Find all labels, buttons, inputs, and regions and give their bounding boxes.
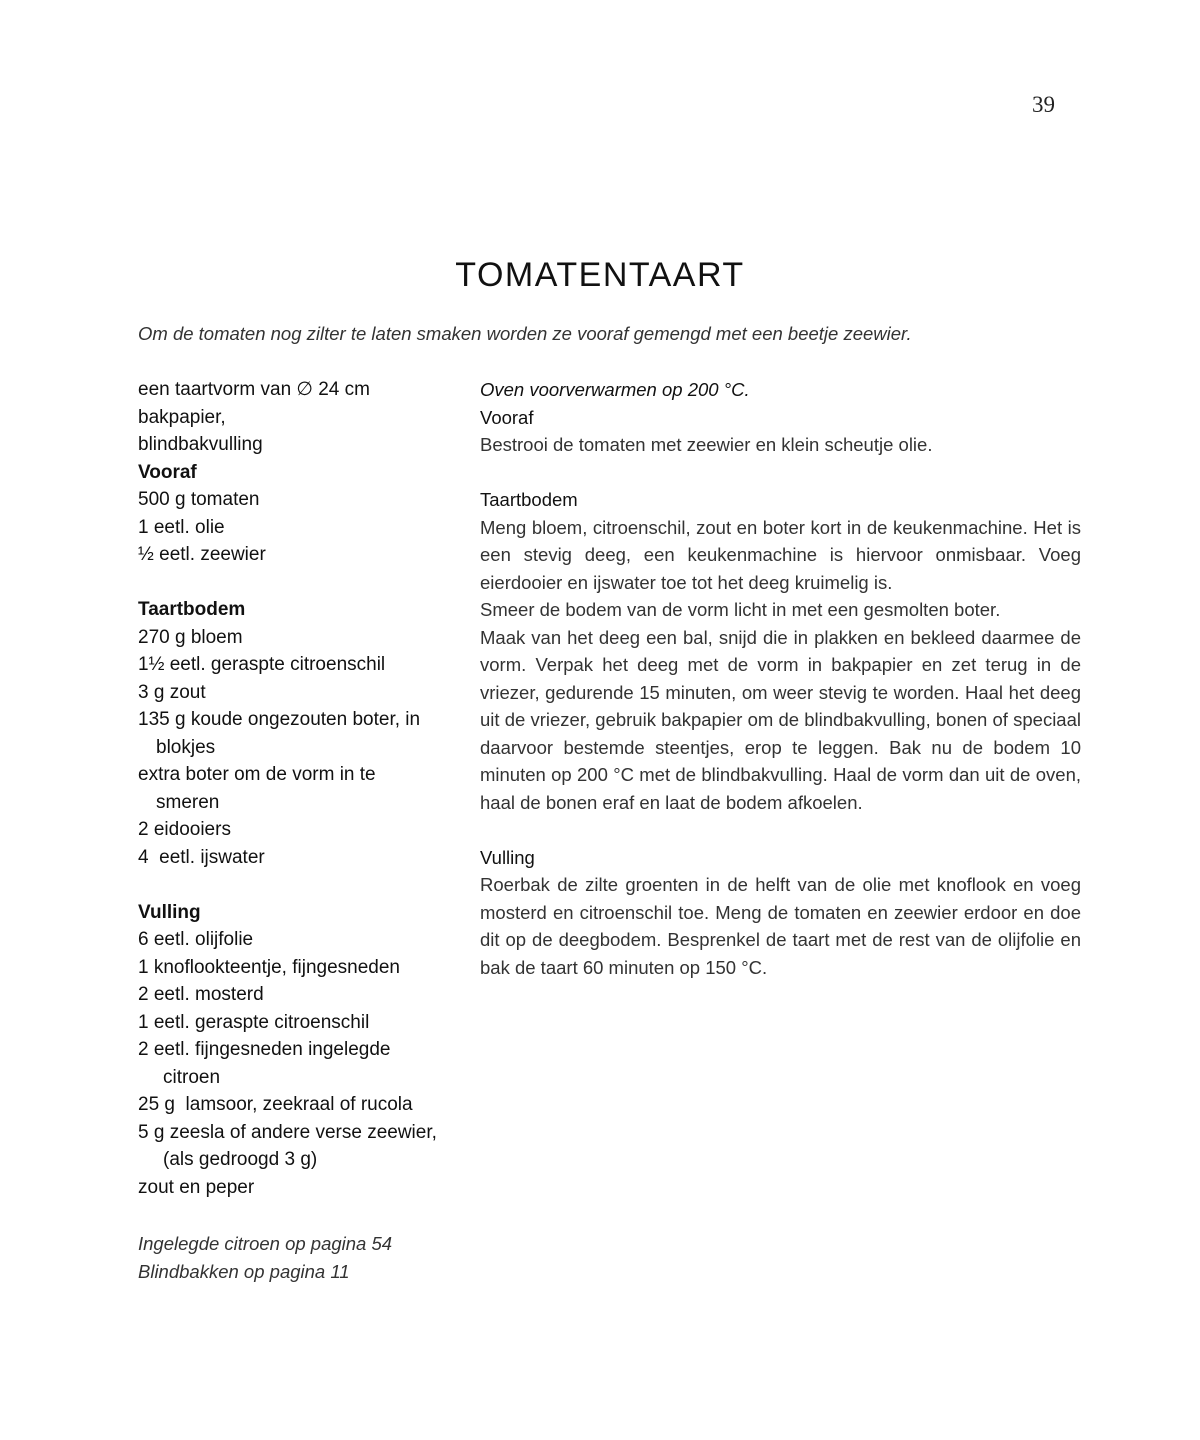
method-paragraph: Smeer de bodem van de vorm licht in met een gesmolten boter. bbox=[480, 599, 1001, 620]
ingredient-item: extra boter om de vorm in te bbox=[138, 764, 376, 785]
method-paragraph: Maak van het deeg een bal, snijd die in plakken en bekleed daarmee de vorm. Verpak het deeg met de vorm in bakpapier en zet terug in de vriezer, gedurende 15 minuten, om weer stevig te worden. Haal het deeg uit de vriezer, gebruik bakpapier om de blindbakvulling, bonen of speciaal daarvoor bestemde steentjes, erop te leggen. Bak nu de bodem 10 minuten op 200 °C met de blindbakvulling. Haal de vorm dan uit de oven, haal de bonen eraf en laat de bodem afkoelen. bbox=[480, 626, 1081, 813]
method-paragraph: Roerbak de zilte groenten in de helft van de olie met knoflook en voeg mosterd en citroenschil toe. Meng de tomaten en zeewier erdoor en doe dit op de deegbodem. Besprenkel de taart met de rest van de olijfolie en bak de taart 60 minuten op 150 °C. bbox=[480, 874, 1081, 978]
oven-instruction: Oven voorverwarmen op 200 °C. bbox=[480, 379, 750, 400]
ingredients-heading-taartbodem: Taartbodem bbox=[138, 599, 246, 620]
method-column bbox=[480, 376, 1081, 981]
ingredient-item: 2 eetl. fijngesneden ingelegde bbox=[138, 1039, 391, 1060]
method-paragraph: Meng bloem, citroenschil, zout en boter kort in de keukenmachine. Het is een stevig deeg, een keukenmachine is hiervoor onmisbaar. Voeg eierdooier en ijswater toe tot het deeg kruimelig is. bbox=[480, 516, 1081, 593]
spacer bbox=[138, 569, 468, 597]
ingredient-item: ½ eetl. zeewier bbox=[138, 544, 266, 565]
ingredient-item-continuation: blokjes bbox=[156, 736, 216, 758]
reference-line: Blindbakken op pagina 11 bbox=[138, 1261, 350, 1282]
ingredient-item: 25 g lamsoor, zeekraal of rucola bbox=[138, 1094, 413, 1115]
recipe-title: TOMATENTAART bbox=[455, 256, 745, 294]
spacer bbox=[138, 871, 468, 899]
ingredient-item: 500 g tomaten bbox=[138, 489, 260, 510]
ingredients-list bbox=[138, 376, 468, 1201]
ingredient-item: 3 g zout bbox=[138, 681, 206, 703]
ingredient-item: 1 knoflookteentje, fijngesneden bbox=[138, 956, 400, 978]
ingredient-item: 2 eetl. mosterd bbox=[138, 984, 264, 1005]
page-references bbox=[138, 1230, 468, 1286]
recipe-intro: Om de tomaten nog zilter te laten smaken worden ze vooraf gemengd met een beetje zeewier. bbox=[138, 323, 912, 344]
spacer bbox=[480, 459, 1081, 487]
ingredient-item-continuation: citroen bbox=[163, 1066, 221, 1088]
ingredient-item: 4 eetl. ijswater bbox=[138, 846, 265, 868]
method-paragraph: Bestrooi de tomaten met zeewier en klein scheutje olie. bbox=[480, 434, 933, 455]
method-heading-vooraf: Vooraf bbox=[480, 406, 534, 428]
reference-line: Ingelegde citroen op pagina 54 bbox=[138, 1233, 393, 1254]
ingredient-item: 2 eidooiers bbox=[138, 819, 231, 840]
ingredient-item: zout en peper bbox=[138, 1176, 255, 1198]
spacer bbox=[480, 816, 1081, 844]
ingredient-item: 135 g koude ongezouten boter, in bbox=[138, 709, 421, 730]
ingredient-item: 1½ eetl. geraspte citroenschil bbox=[138, 654, 386, 675]
method-heading-vulling: Vulling bbox=[480, 846, 535, 868]
page-number: 39 bbox=[1032, 92, 1055, 117]
ingredients-heading-vulling: Vulling bbox=[138, 901, 201, 923]
ingredient-item: 1 eetl. geraspte citroenschil bbox=[138, 1011, 370, 1033]
ingredient-item: blindbakvulling bbox=[138, 434, 263, 455]
ingredient-item-continuation: smeren bbox=[156, 791, 220, 813]
ingredient-item: een taartvorm van ∅ 24 cm bbox=[138, 379, 370, 400]
ingredient-item-continuation: (als gedroogd 3 g) bbox=[163, 1149, 318, 1170]
ingredient-item: 270 g bloem bbox=[138, 626, 243, 648]
ingredient-item: 1 eetl. olie bbox=[138, 516, 225, 538]
ingredient-item: 6 eetl. olijfolie bbox=[138, 929, 254, 950]
ingredient-item: 5 g zeesla of andere verse zeewier, bbox=[138, 1121, 437, 1143]
ingredient-item: bakpapier, bbox=[138, 406, 226, 428]
method-heading-taartbodem: Taartbodem bbox=[480, 489, 578, 510]
ingredients-heading-vooraf: Vooraf bbox=[138, 461, 197, 483]
